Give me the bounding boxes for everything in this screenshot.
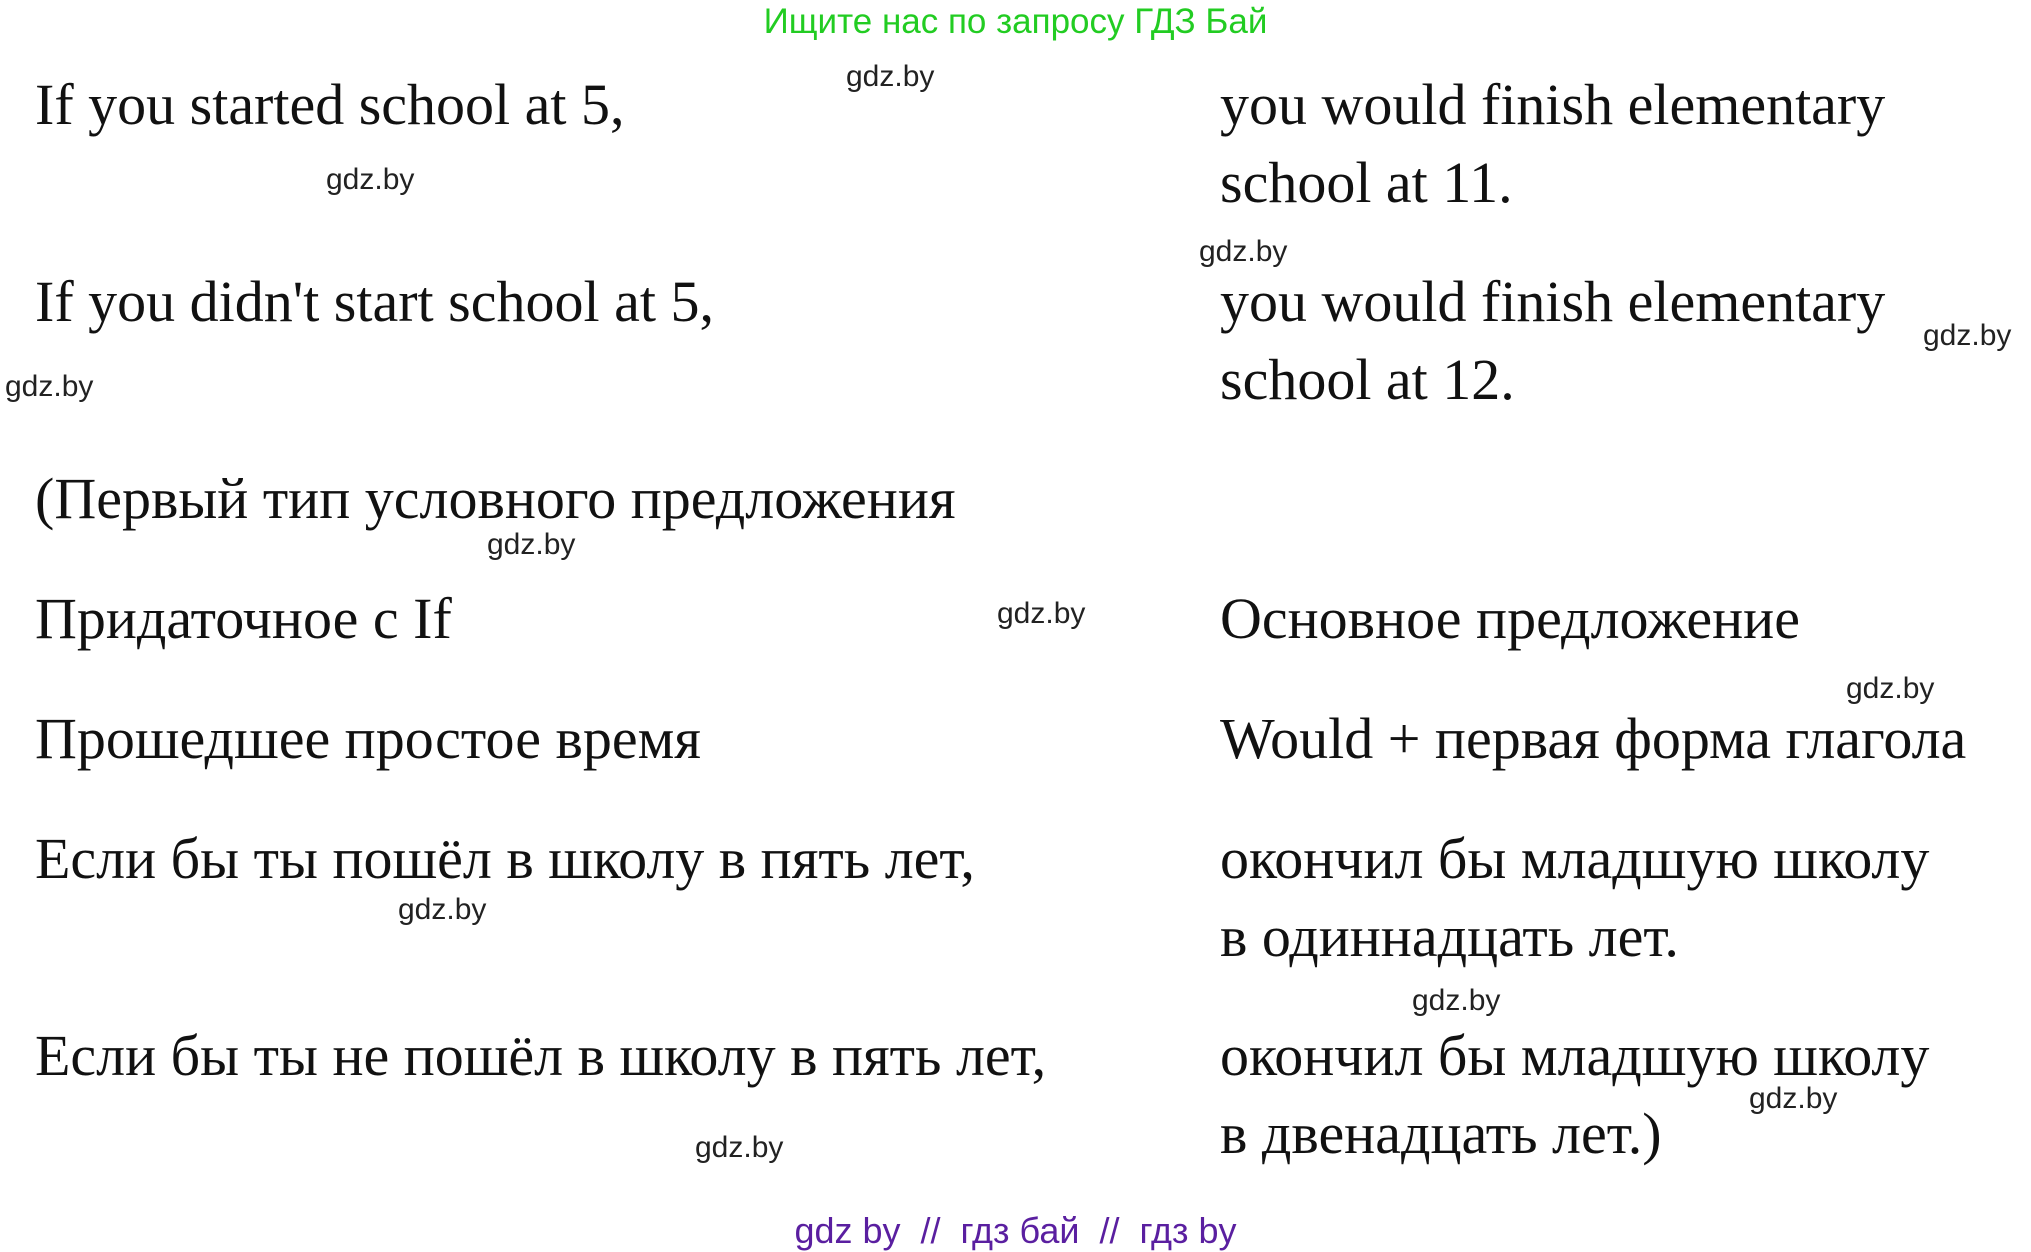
tense-if-clause: Прошедшее простое время	[35, 706, 701, 771]
watermark: gdz.by	[398, 893, 487, 926]
watermark: gdz.by	[1749, 1082, 1838, 1115]
sentence-ru-1-result-line1: окончил бы младшую школу	[1220, 826, 1930, 891]
watermark: gdz.by	[1923, 319, 2012, 352]
sentence-en-1-condition: If you started school at 5,	[35, 72, 625, 137]
watermark: gdz.by	[487, 528, 576, 561]
footer-links: gdz by // гдз бай // гдз by	[794, 1210, 1237, 1251]
heading-main-clause: Основное предложение	[1220, 586, 1800, 651]
sentence-ru-2-condition: Если бы ты не пошёл в школу в пять лет,	[35, 1023, 1047, 1088]
tense-main-clause: Would + первая форма глагола	[1220, 706, 1967, 771]
watermark: gdz.by	[695, 1131, 784, 1164]
watermark: gdz.by	[1846, 672, 1935, 705]
watermark: gdz.by	[326, 163, 415, 196]
note-conditional-type: (Первый тип условного предложения	[35, 466, 956, 531]
sentence-ru-2-result-line2: в двенадцать лет.)	[1220, 1101, 1662, 1166]
sentence-en-2-result-line1: you would finish elementary	[1220, 269, 1886, 334]
sentence-en-2-result-line2: school at 12.	[1220, 347, 1515, 412]
sentence-ru-1-result-line2: в одиннадцать лет.	[1220, 904, 1679, 969]
sentence-en-2-condition: If you didn't start school at 5,	[35, 269, 714, 334]
sentence-en-1-result-line2: school at 11.	[1220, 150, 1513, 215]
heading-if-clause: Придаточное с If	[35, 586, 452, 651]
watermark: gdz.by	[997, 597, 1086, 630]
sentence-en-1-result-line1: you would finish elementary	[1220, 72, 1886, 137]
sentence-ru-1-condition: Если бы ты пошёл в школу в пять лет,	[35, 826, 975, 891]
watermark: gdz.by	[1199, 235, 1288, 268]
sentence-ru-2-result-line1: окончил бы младшую школу	[1220, 1023, 1930, 1088]
site-banner: Ищите нас по запросу ГДЗ Бай	[763, 2, 1268, 41]
watermark: gdz.by	[1412, 984, 1501, 1017]
watermark: gdz.by	[5, 370, 94, 403]
watermark: gdz.by	[846, 60, 935, 93]
